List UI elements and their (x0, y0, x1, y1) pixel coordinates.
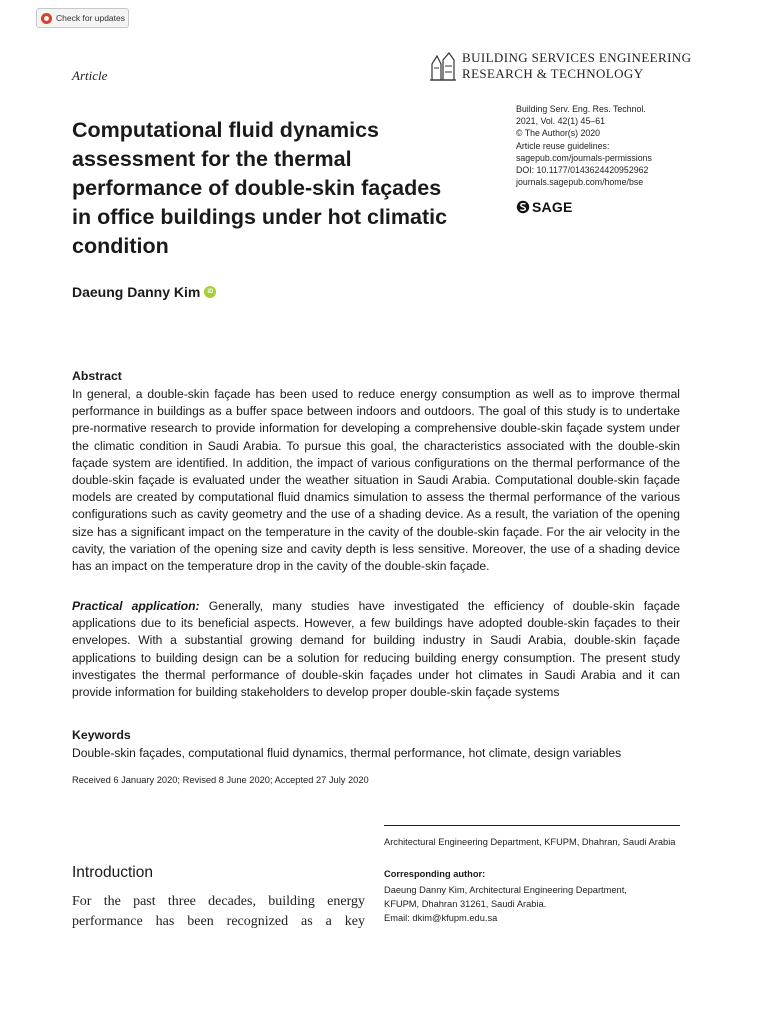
sage-logo-icon (516, 200, 530, 214)
meta-permissions-link[interactable]: sagepub.com/journals-permissions (516, 152, 652, 163)
publication-meta (516, 103, 652, 188)
author-name: Daeung Danny Kim (72, 284, 201, 300)
practical-application-text (72, 598, 680, 701)
corresponding-author-details (384, 883, 684, 925)
affiliation-divider (384, 825, 680, 826)
keywords-list: Double-skin façades, computational fluid dynamics, thermal performance, hot climate, design variables (72, 746, 622, 760)
meta-volume: 2021, Vol. 42(1) 45–61 (516, 116, 606, 127)
corresponding-author-email[interactable]: Email: dkim@kfupm.edu.sa (384, 913, 498, 923)
author-line (72, 284, 216, 300)
meta-journal-abbrev: Building Serv. Eng. Res. Technol. (516, 104, 646, 114)
check-for-updates-label: Check for updates (56, 13, 125, 23)
meta-journal-link[interactable]: journals.sagepub.com/home/bse (516, 177, 644, 188)
corresponding-author-line1: Daeung Danny Kim, Architectural Engineering Department, (384, 885, 627, 895)
practical-application-lead: Practical application: (72, 599, 200, 613)
corresponding-author-line2: KFUPM, Dhahran 31261, Saudi Arabia. (384, 899, 547, 909)
journal-logo-icon (428, 50, 458, 84)
introduction-text: For the past three decades, building energy performance has been recognized as a key (72, 894, 365, 929)
article-type-label: Article (72, 68, 108, 83)
abstract-heading: Abstract (72, 369, 122, 383)
crossmark-icon (41, 13, 52, 24)
sage-logo (516, 199, 572, 215)
orcid-icon[interactable]: iD (204, 286, 216, 298)
introduction-heading: Introduction (72, 864, 153, 881)
check-for-updates-badge[interactable] (36, 8, 129, 28)
journal-name-line2: RESEARCH & TECHNOLOGY (462, 66, 644, 81)
affiliation-text: Architectural Engineering Department, KFUPM, Dhahran, Saudi Arabia (384, 837, 676, 847)
abstract-text: In general, a double-skin façade has been used to reduce energy consumption as well as to improve thermal performance in buildings as a buffer space between indoors and outdoors. The goal of this study is to undertake pre-normative research to provide information for developing a comprehensive double-skin façade system under the climatic condition in Saudi Arabia. To pursue this goal, the characteristics associated with the double-skin façade system are identified. In addition, the impact of various configurations on the thermal performance of the double-skin façade is evaluated under the weather situation in Saudi Arabia. Computational double-skin façade models are created by computational fluid dnamics simulation to assess the thermal performance of the various configurations such as cavity geometry and the use of a shading device. As a result, the variation of the opening size has a significant impact on the temperature in the cavity of the double-skin façade. For the air velocity in the cavity, the variation of the opening size and cavity depth is less sensitive. Moreover, the use of a shading device has an impact on the temperature drop in the cavity of the double-skin façade. (72, 387, 680, 574)
meta-reuse-label: Article reuse guidelines: (516, 140, 610, 151)
submission-dates: Received 6 January 2020; Revised 8 June 2020; Accepted 27 July 2020 (72, 775, 369, 785)
sage-logo-text: SAGE (532, 199, 573, 215)
practical-application-body: Generally, many studies have investigated the efficiency of double-skin façade applications due to its beneficial aspects. However, a few buildings have adopted double-skin façades to their envelopes. With a substantial growing demand for building industry in Saudi Arabia, double-skin façade applications to building design can be a solution for reducing building energy consumption. The present study investigates the thermal performance of double-skin façades under hot climates in Saudi Arabia and it can provide information for building stakeholders to develop proper double-skin façade systems (72, 599, 681, 700)
keywords-heading: Keywords (72, 728, 131, 742)
meta-doi[interactable]: DOI: 10.1177/0143624420952962 (516, 165, 649, 176)
journal-logo (428, 50, 691, 84)
article-title: Computational fluid dynamics assessment for the thermal performance of double-skin façades in office buildings under hot climatic condition (72, 118, 448, 258)
journal-name-line1: BUILDING SERVICES ENGINEERING (462, 50, 692, 65)
meta-copyright: © The Author(s) 2020 (516, 128, 601, 139)
corresponding-author-heading: Corresponding author: (384, 869, 486, 879)
